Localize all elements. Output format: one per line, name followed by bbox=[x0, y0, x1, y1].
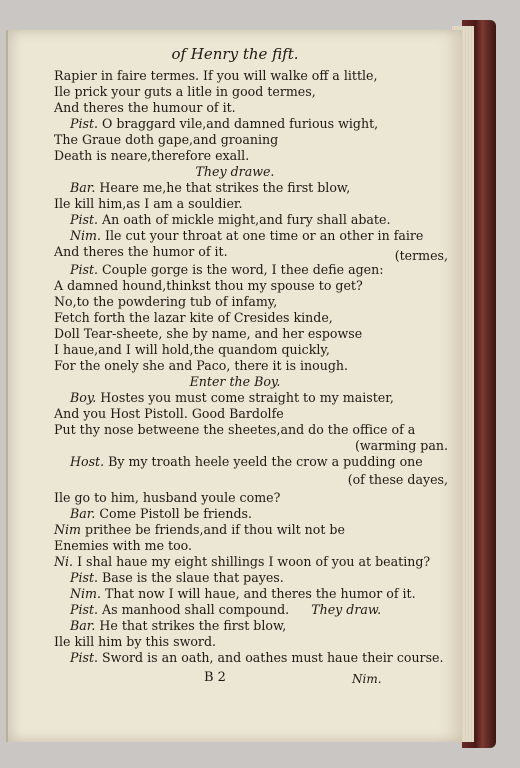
stage-direction: Enter the Boy. bbox=[189, 374, 281, 389]
text-line: Ile kill him by this sword. bbox=[54, 634, 217, 649]
text-line: For the onely she and Paco, there it is inough. bbox=[54, 358, 349, 373]
stage-direction: They drawe. bbox=[195, 164, 275, 179]
text-line: Fetch forth the lazar kite of Cresides kinde, bbox=[54, 310, 333, 325]
text-line: Pist. An oath of mickle might,and fury shall abate. bbox=[70, 212, 391, 227]
text-line: I haue,and I will hold,the quandom quickly, bbox=[54, 342, 330, 357]
text-line: The Graue doth gape,and groaning bbox=[54, 132, 279, 147]
text-line: Pist. Couple gorge is the word, I thee defie agen: bbox=[70, 262, 384, 277]
text-line: Nim prithee be friends,and if thou wilt not be bbox=[54, 522, 345, 537]
text-line: Death is neare,therefore exall. bbox=[54, 148, 250, 163]
turnover-line: (of these dayes, bbox=[347, 472, 448, 487]
text-line: Ile prick your guts a litle in good termes, bbox=[54, 84, 316, 99]
stage-direction: They draw. bbox=[311, 602, 382, 617]
speaker-name: Nim bbox=[54, 522, 81, 537]
speaker-name: Pist. bbox=[70, 262, 99, 277]
text-line: Bar. Heare me,he that strikes the first blow, bbox=[70, 180, 351, 195]
signature-mark: B 2 bbox=[204, 670, 226, 685]
text-line: Pist. As manhood shall compound. They draw. bbox=[70, 602, 382, 617]
text-line: Enemies with me too. bbox=[54, 538, 193, 553]
text-line: And theres the humour of it. bbox=[54, 100, 236, 115]
speaker-name: Nim. bbox=[70, 228, 101, 243]
speaker-name: Pist. bbox=[70, 650, 99, 665]
turnover-line: (termes, bbox=[394, 248, 448, 263]
text-line: Bar. Come Pistoll be friends. bbox=[70, 506, 253, 521]
speaker-name: Pist. bbox=[70, 602, 99, 617]
turnover-line: (warming pan. bbox=[354, 438, 448, 453]
text-line: Put thy nose betweene the sheetes,and do the office of a bbox=[54, 422, 416, 437]
text-line: And theres the humor of it. bbox=[54, 244, 228, 259]
speaker-name: Bar. bbox=[70, 180, 96, 195]
text-line: And you Host Pistoll. Good Bardolfe bbox=[54, 406, 284, 421]
text-line: Ile kill him,as I am a souldier. bbox=[54, 196, 243, 211]
catchword: Nim. bbox=[352, 672, 382, 686]
text-line: Bar. He that strikes the first blow, bbox=[70, 618, 287, 633]
speaker-name: Bar. bbox=[70, 506, 96, 521]
text-line: Host. By my troath heele yeeld the crow a pudding one bbox=[70, 454, 423, 469]
speaker-name: Ni. bbox=[54, 554, 74, 569]
text-line: Ni. I shal haue my eight shillings I woon of you at beating? bbox=[54, 554, 431, 569]
text-line: A damned hound,thinkst thou my spouse to get? bbox=[54, 278, 363, 293]
text-line: Nim. Ile cut your throat at one time or an other in faire bbox=[70, 228, 424, 243]
speaker-name: Pist. bbox=[70, 116, 99, 131]
text-line: Rapier in faire termes. If you will walke off a little, bbox=[54, 68, 378, 83]
running-header: of Henry the fift. bbox=[171, 45, 299, 63]
text-line: Pist. Base is the slaue that payes. bbox=[70, 570, 284, 585]
speaker-name: Host. bbox=[70, 454, 105, 469]
text-line: No,to the powdering tub of infamy, bbox=[54, 294, 278, 309]
speaker-name: Pist. bbox=[70, 212, 99, 227]
text-line: Nim. That now I will haue, and theres the humor of it. bbox=[70, 586, 416, 601]
text-line: Pist. Sword is an oath, and oathes must haue their course. bbox=[70, 650, 444, 665]
text-line: Pist. O braggard vile,and damned furious wight, bbox=[70, 116, 379, 131]
speaker-name: Bar. bbox=[70, 618, 96, 633]
speaker-name: Nim. bbox=[70, 586, 101, 601]
text-line: Doll Tear-sheete, she by name, and her espowse bbox=[54, 326, 363, 341]
text-line: Ile go to him, husband youle come? bbox=[54, 490, 281, 505]
speaker-name: Pist. bbox=[70, 570, 99, 585]
text-line: Boy. Hostes you must come straight to my maister, bbox=[70, 390, 394, 405]
book-page bbox=[6, 30, 462, 742]
speaker-name: Boy. bbox=[70, 390, 97, 405]
